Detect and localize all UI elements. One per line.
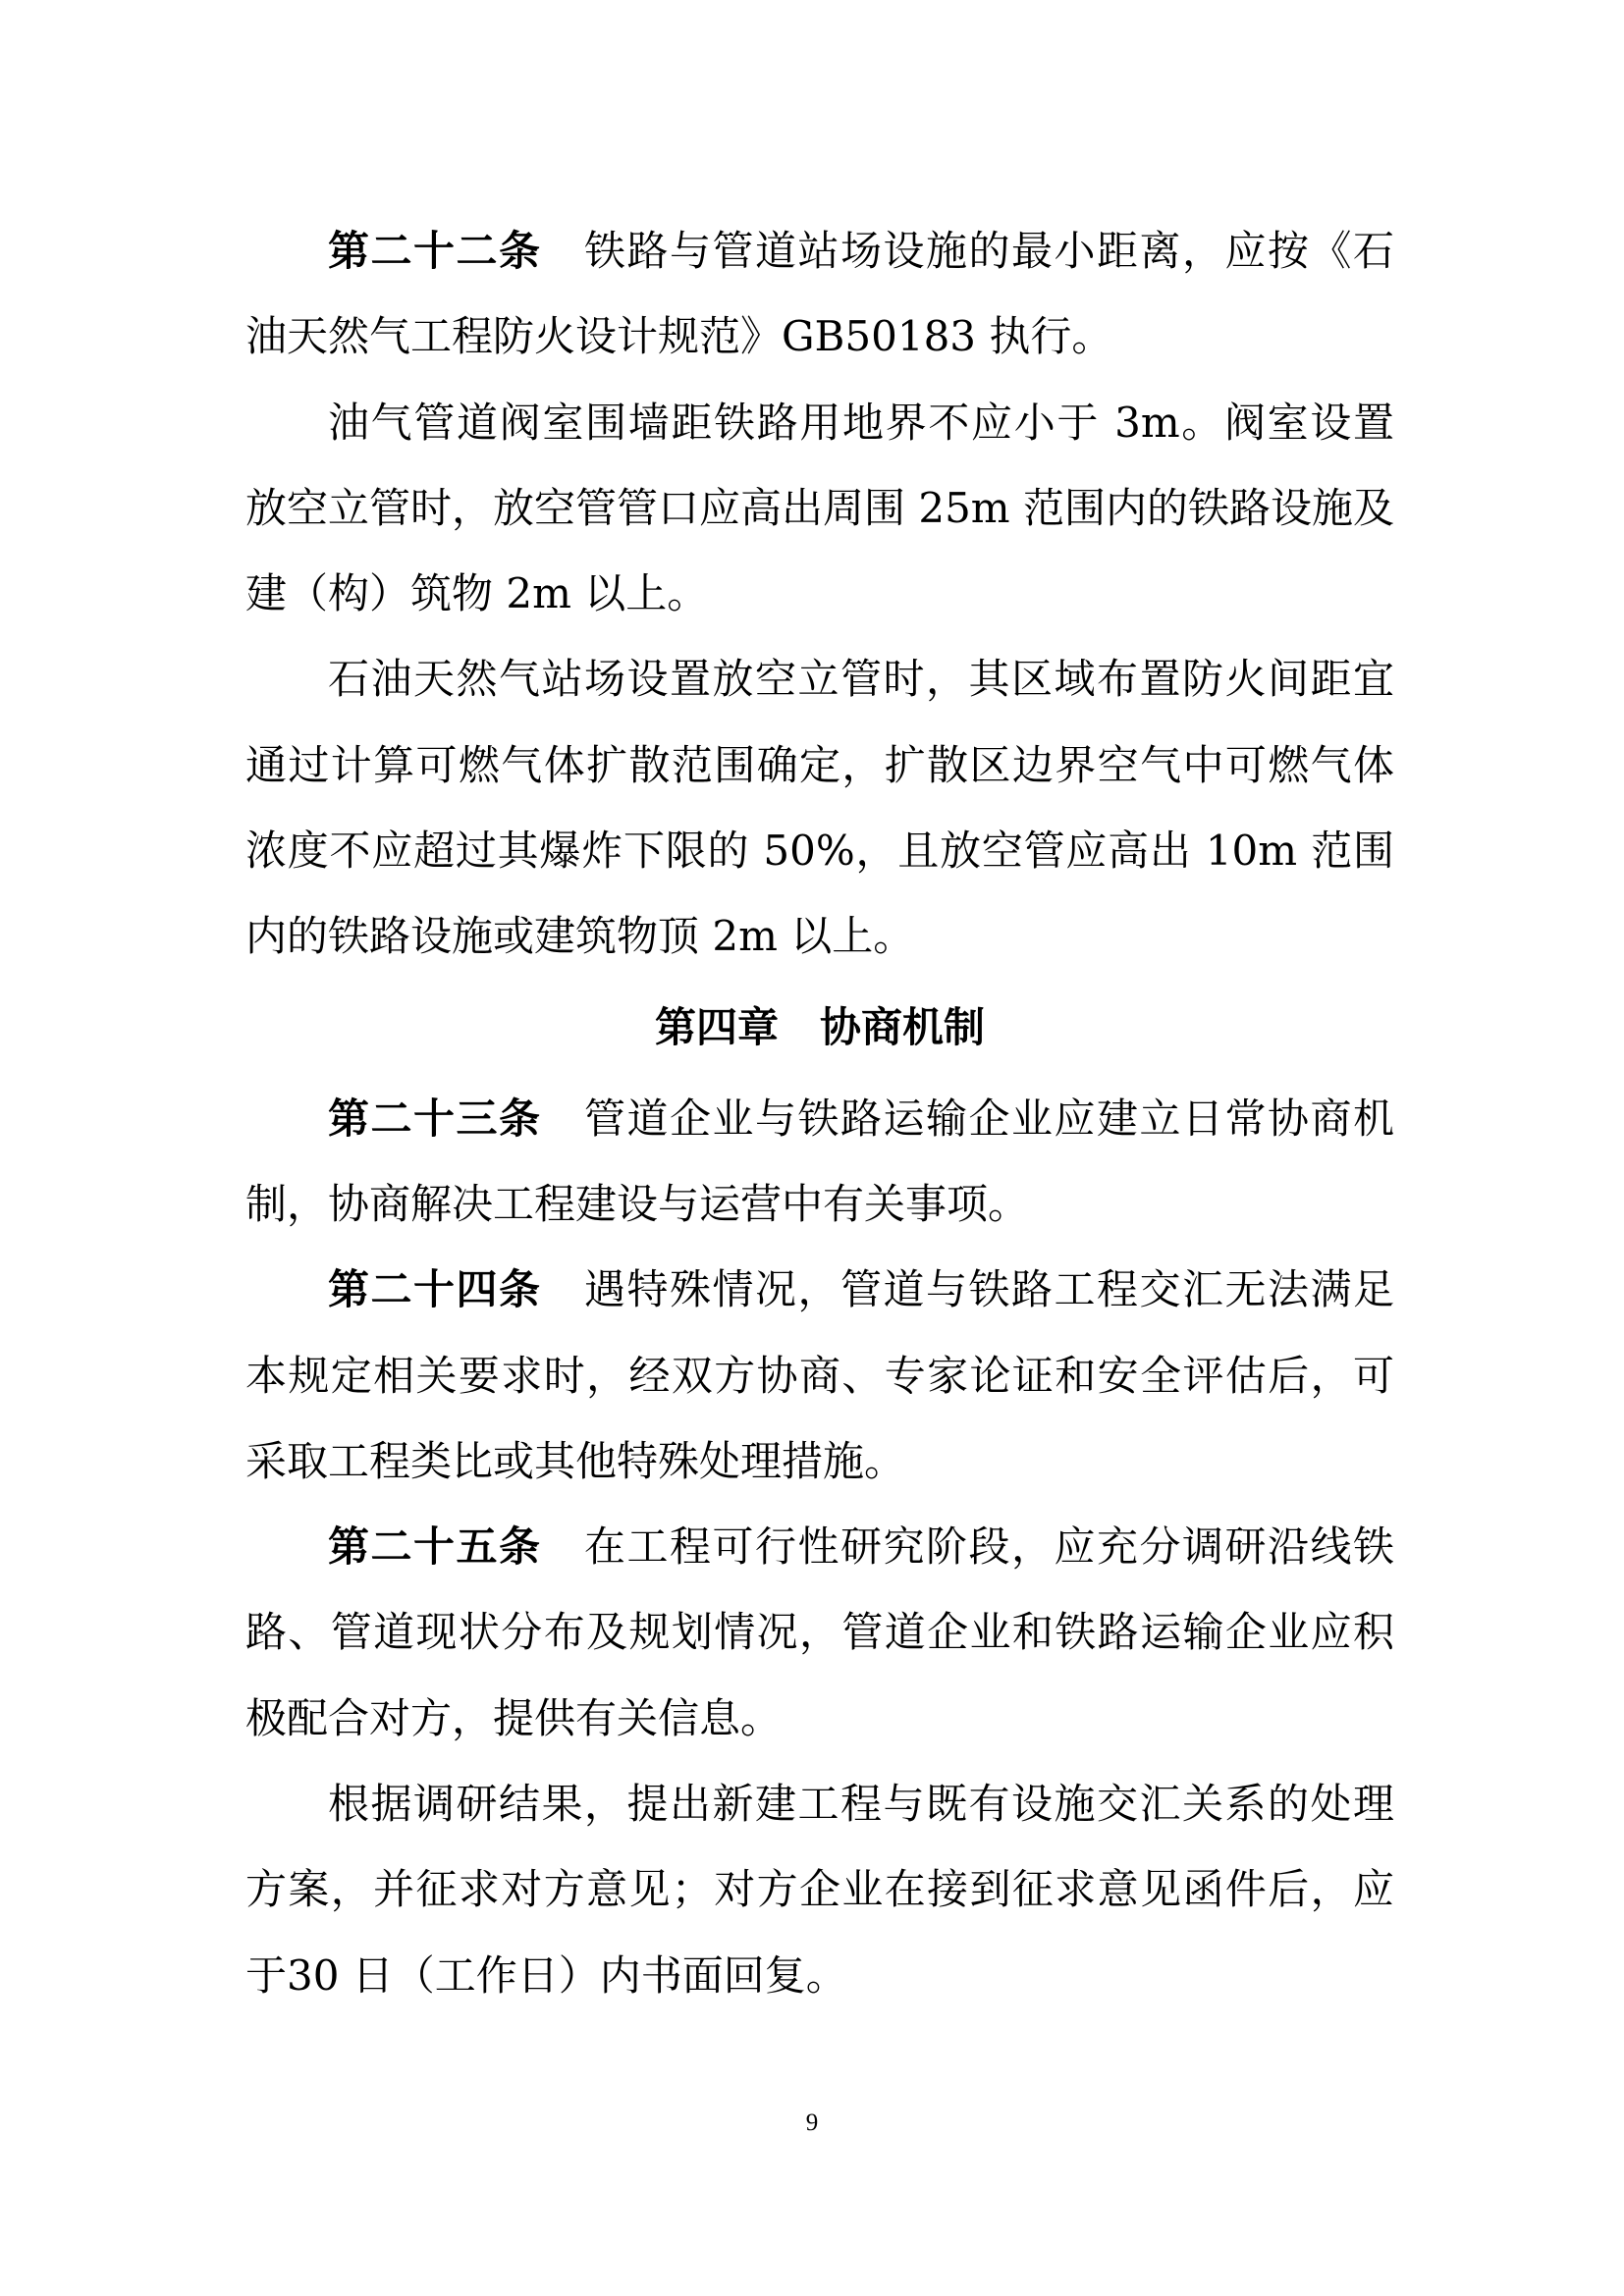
- article-number: 第二十三条: [328, 1094, 542, 1143]
- article-23: [245, 1076, 1394, 1248]
- document-body: [245, 208, 1394, 2018]
- article-number: 第二十五条: [328, 1522, 542, 1572]
- article-22: [245, 208, 1394, 380]
- chapter-number: 第四章: [654, 1002, 779, 1051]
- article-text: 铁路与管道站场设施的最小距离，应按《石油天然气工程防火设计规范》GB50183 执行。: [245, 227, 1394, 361]
- page-number: 9: [805, 2109, 819, 2136]
- chapter-title: 协商机制: [820, 1002, 986, 1051]
- paragraph: 根据调研结果，提出新建工程与既有设施交汇关系的处理方案，并征求对方意见；对方企业在接到征求意见函件后，应于30 日（工作日）内书面回复。: [245, 1780, 1394, 2000]
- paragraph: 油气管道阀室围墙距铁路用地界不应小于 3m。阀室设置放空立管时，放空管管口应高出周围 25m 范围内的铁路设施及建（构）筑物 2m 以上。: [245, 398, 1394, 618]
- article-text: 在工程可行性研究阶段，应充分调研沿线铁路、管道现状分布及规划情况，管道企业和铁路运输企业应积极配合对方，提供有关信息。: [245, 1522, 1394, 1742]
- article-25: [245, 1504, 1394, 1761]
- paragraph: 石油天然气站场设置放空立管时，其区域布置防火间距宜通过计算可燃气体扩散范围确定，扩散区边界空气中可燃气体浓度不应超过其爆炸下限的 50%，且放空管应高出 10m 范围内的铁路设施或建筑物顶 2m 以上。: [245, 655, 1394, 961]
- article-text: 遇特殊情况，管道与铁路工程交汇无法满足本规定相关要求时，经双方协商、专家论证和安全评估后，可采取工程类比或其他特殊处理措施。: [245, 1265, 1394, 1485]
- article-24: [245, 1247, 1394, 1504]
- article-number: 第二十二条: [328, 227, 542, 275]
- article-number: 第二十四条: [328, 1265, 542, 1314]
- article-text: 管道企业与铁路运输企业应建立日常协商机制，协商解决工程建设与运营中有关事项。: [245, 1094, 1394, 1228]
- chapter-heading: [245, 974, 1394, 1082]
